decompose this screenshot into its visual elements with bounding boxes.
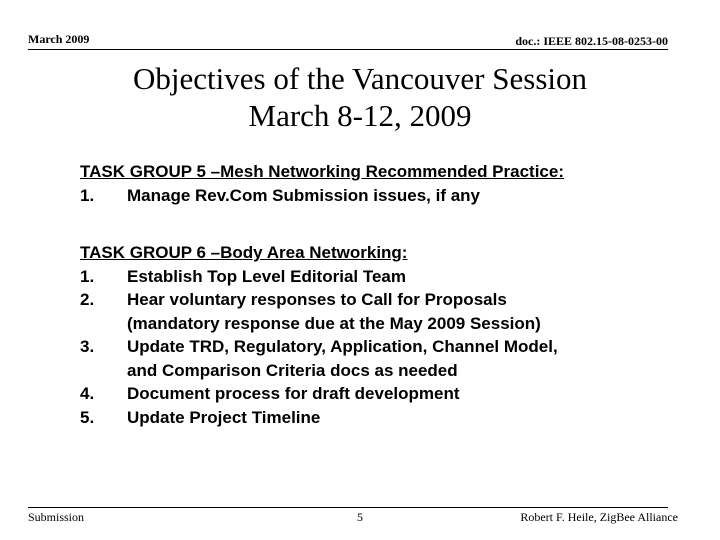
tg6-item-4-text: Document process for draft development — [127, 384, 460, 403]
title-line-2: March 8-12, 2009 — [248, 98, 472, 133]
tg6-item-2-number: 2. — [80, 290, 95, 309]
tg6-item-4 — [80, 382, 680, 406]
tg6-item-3-text-line-2: and Comparison Criteria docs as needed — [127, 360, 458, 380]
tg5-item-1 — [80, 184, 680, 208]
tg6-item-5 — [80, 406, 680, 430]
footer-submission: Submission — [28, 510, 85, 524]
tg5-item-1-text: Manage Rev.Com Submission issues, if any — [127, 185, 481, 205]
tg6-item-5-number: 5. — [80, 407, 95, 427]
tg6-item-1 — [80, 265, 680, 289]
tg6-item-5-text: Update Project Timeline — [127, 407, 321, 427]
tg6-item-2 — [80, 288, 680, 335]
tg6-item-3 — [80, 335, 680, 382]
title-line-1: Objectives of the Vancouver Session — [133, 61, 587, 96]
header-date: March 2009 — [28, 32, 90, 46]
tg6-item-2-text-line-1: Hear voluntary responses to Call for Proposals — [127, 290, 507, 309]
header-doc-id: doc.: IEEE 802.15-08-0253-00 — [515, 34, 668, 48]
footer-page-number: 5 — [357, 510, 363, 524]
tg6-item-4-number: 4. — [80, 384, 95, 403]
tg6-item-2-text-line-2: (mandatory response due at the May 2009 Session) — [127, 313, 541, 333]
slide-body — [80, 160, 680, 429]
footer-divider — [28, 507, 668, 508]
tg6-item-3-number: 3. — [80, 337, 95, 356]
tg6-item-3-text-line-1: Update TRD, Regulatory, Application, Channel Model, — [127, 337, 558, 356]
tg5-heading: TASK GROUP 5 –Mesh Networking Recommended Practice: — [80, 162, 564, 181]
tg6-item-1-text: Establish Top Level Editorial Team — [127, 266, 406, 286]
tg5-item-1-number: 1. — [80, 185, 95, 205]
slide-title — [0, 60, 720, 134]
footer-author: Robert F. Heile, ZigBee Alliance — [520, 510, 678, 524]
tg6-item-1-number: 1. — [80, 266, 95, 286]
tg6-heading: TASK GROUP 6 –Body Area Networking: — [80, 243, 408, 262]
header-divider — [28, 49, 668, 50]
